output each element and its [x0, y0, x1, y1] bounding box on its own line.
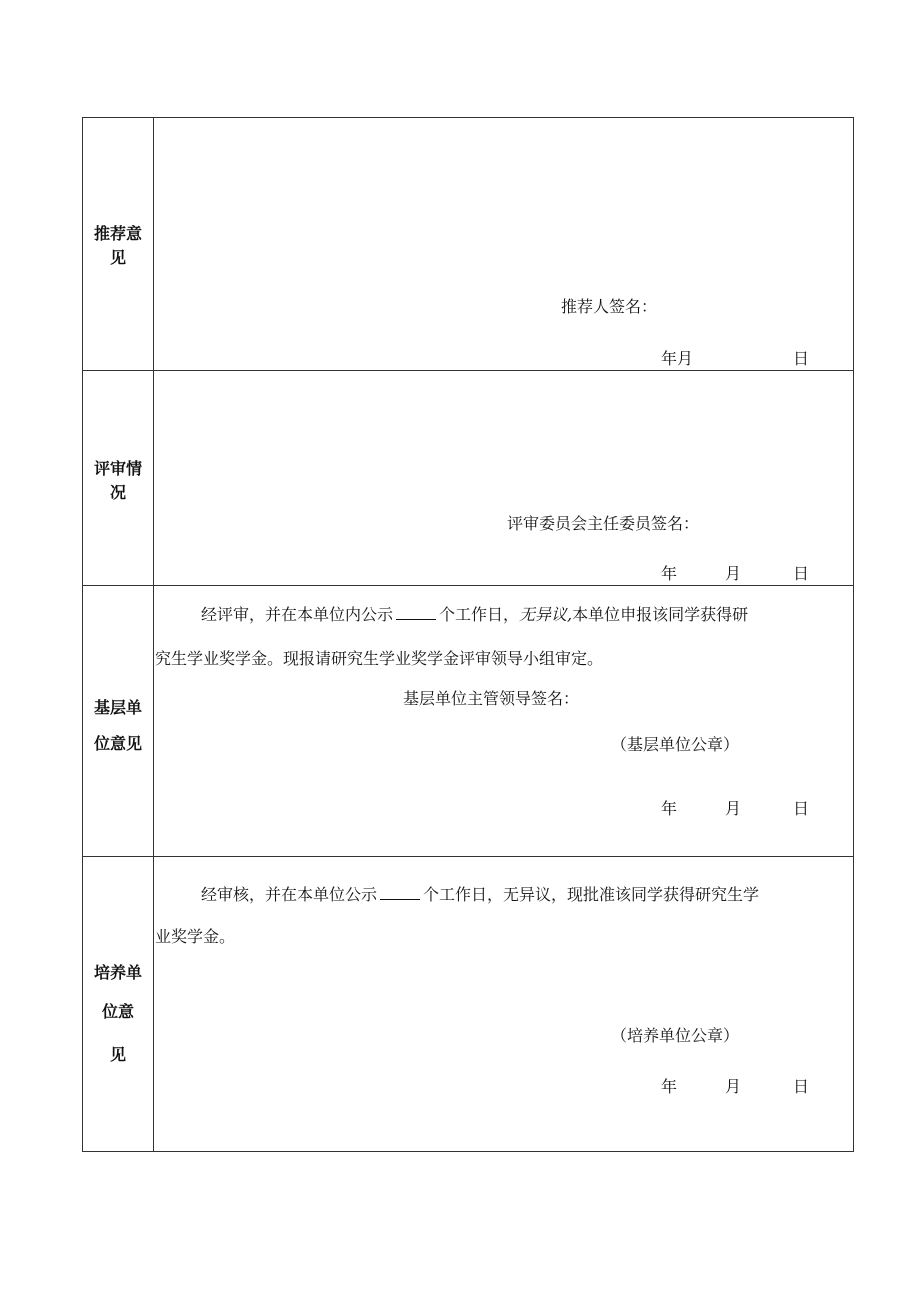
training-unit-label-line-2: 位意	[101, 1002, 134, 1021]
recommendation-label-line-2: 见	[109, 248, 126, 267]
training-unit-row	[83, 857, 853, 1151]
recommendation-date-month: 月	[677, 349, 694, 368]
department-date-month: 月	[725, 799, 742, 818]
review-chair-signature-label: 评审委员会主任委员签名：	[507, 514, 700, 533]
training-unit-days-blank[interactable]	[380, 885, 420, 900]
review-label-cell	[83, 371, 154, 585]
training-unit-para-text-a: 经审核，并在本单位公示	[201, 885, 378, 904]
department-date-year: 年	[661, 799, 678, 818]
review-row	[83, 371, 853, 586]
training-unit-para-text-b: 个工作日，无异议，现批准该同学获得研究生学	[423, 885, 760, 904]
review-label-line-2: 况	[109, 483, 126, 502]
department-para-text-b: 个工作日，	[439, 605, 520, 624]
recommender-signature-label: 推荐人签名：	[561, 297, 658, 316]
review-label-line-1: 评审情	[93, 459, 142, 478]
department-label-line-1: 基层单	[93, 698, 142, 717]
department-seal-label: （基层单位公章）	[611, 735, 740, 754]
department-date-day: 日	[793, 799, 810, 818]
review-content-cell[interactable]	[155, 371, 853, 585]
department-label-line-2: 位意见	[93, 734, 142, 753]
training-unit-seal-label: （培养单位公章）	[611, 1026, 740, 1045]
department-days-blank[interactable]	[396, 605, 436, 620]
department-para-text-a: 经评审，并在本单位内公示	[201, 605, 394, 624]
review-date-day: 日	[793, 564, 810, 583]
training-unit-label-cell	[83, 857, 154, 1151]
department-paragraph-line-1	[201, 605, 748, 625]
training-unit-paragraph-line-2: 业奖学金。	[155, 927, 236, 946]
department-label-cell	[83, 586, 154, 856]
department-head-signature-label: 基层单位主管领导签名：	[403, 689, 580, 708]
department-paragraph-line-2: 究生学业奖学金。现报请研究生学业奖学金评审领导小组审定。	[155, 649, 604, 668]
training-unit-date-month: 月	[725, 1077, 742, 1096]
recommendation-content-cell[interactable]	[155, 118, 853, 370]
department-para-italic: 无异议,	[519, 605, 573, 624]
review-date-month: 月	[725, 564, 742, 583]
review-date-year: 年	[661, 564, 678, 583]
training-unit-date-day: 日	[793, 1077, 810, 1096]
opinion-form-table	[82, 117, 854, 1152]
department-row	[83, 586, 853, 857]
training-unit-label-line-3: 见	[109, 1045, 126, 1064]
department-content-cell[interactable]	[155, 586, 853, 856]
training-unit-date-year: 年	[661, 1077, 678, 1096]
recommendation-date-year: 年	[661, 349, 678, 368]
recommendation-label-line-1: 推荐意	[93, 224, 142, 243]
department-para-text-c: 本单位申报该同学获得研	[572, 605, 749, 624]
training-unit-paragraph-line-1	[201, 885, 759, 905]
recommendation-row	[83, 118, 853, 371]
training-unit-label-line-1: 培养单	[93, 963, 142, 982]
recommendation-label-cell	[83, 118, 154, 370]
recommendation-date-day: 日	[793, 349, 810, 368]
training-unit-content-cell[interactable]	[155, 857, 853, 1151]
